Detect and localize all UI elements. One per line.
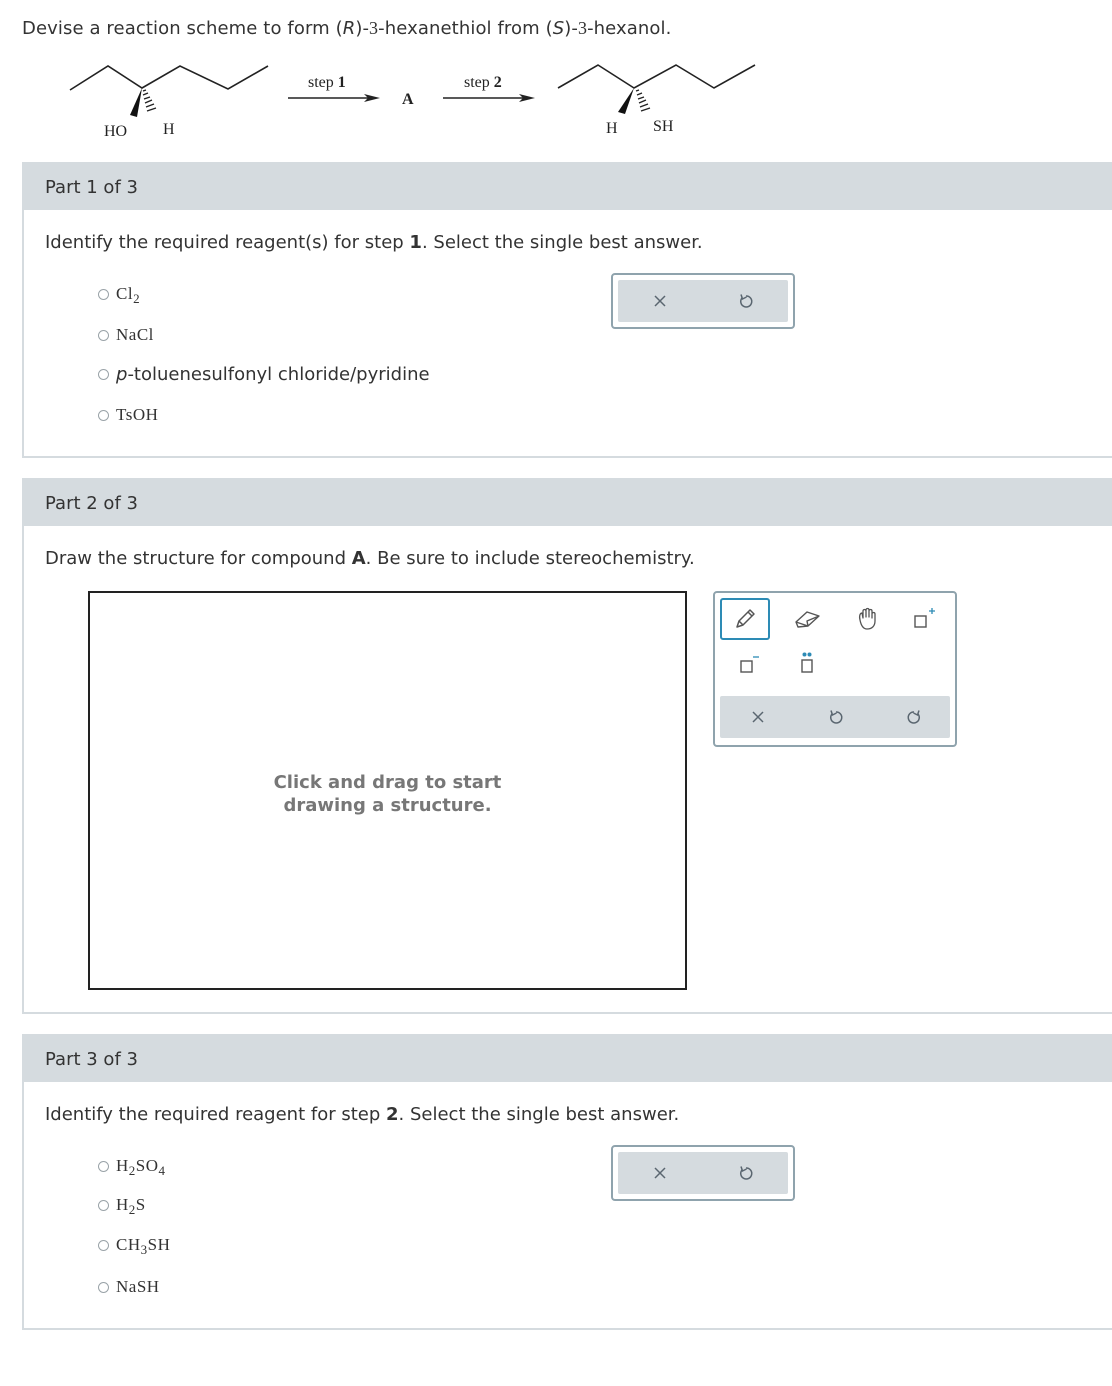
part-3-header: Part 3 of 3 [24,1036,1112,1082]
question-text: Devise a reaction scheme to form (R)-3-hexanethiol from (S)-3-hexanol. [22,18,672,39]
step1-label: step 1 [308,74,346,91]
eraser-icon[interactable] [782,598,832,640]
part-1-choice-tscl-pyridine[interactable]: p-toluenesulfonyl chloride/pyridine [98,364,430,385]
product-wedge-bond [618,88,634,114]
radio-button[interactable] [98,330,109,341]
intermediate-label: A [402,91,414,108]
part-3-answer-tools [611,1145,795,1201]
charge-plus-icon[interactable] [898,598,948,640]
undo-icon[interactable] [714,1152,778,1194]
close-icon[interactable] [628,280,692,322]
radio-button[interactable] [98,1161,109,1172]
redo-icon[interactable] [886,696,942,738]
start-hash-bond [143,90,156,111]
reaction-scheme [0,50,1112,160]
part-1-header: Part 1 of 3 [24,164,1112,210]
part-3-choice-nash[interactable]: NaSH [98,1277,160,1297]
radio-button[interactable] [98,410,109,421]
start-h-label: H [163,121,175,138]
part-2-panel [22,478,1112,1014]
undo-icon[interactable] [808,696,864,738]
start-skeleton [70,66,268,90]
radio-button[interactable] [98,1240,109,1251]
radio-button[interactable] [98,1282,109,1293]
part-1-answer-tools [611,273,795,329]
start-ho-label: HO [104,123,128,140]
part-1-panel [22,162,1112,458]
product-hash-bond [636,90,650,111]
part-3-choice-ch3sh[interactable]: $CH_3SH$ [98,1235,170,1255]
lone-pair-icon[interactable] [782,643,832,685]
hand-icon[interactable] [843,598,893,640]
radio-button[interactable] [98,369,109,380]
drawing-tool-palette [713,591,957,747]
part-2-header: Part 2 of 3 [24,480,1112,526]
canvas-hint: Click and drag to start drawing a structure. [273,772,502,816]
start-wedge-bond [130,88,142,117]
part-1-choice-nacl[interactable]: NaCl [98,325,154,345]
part-3-prompt: Identify the required reagent for step 2. Select the single best answer. [45,1104,680,1125]
product-h-label: H [606,120,618,137]
product-sh-label: SH [653,118,674,135]
pencil-icon[interactable] [720,598,770,640]
part-3-choice-h2s[interactable]: $H_2S$ [98,1195,146,1215]
part-1-choice-tsoh[interactable]: TsOH [98,405,158,425]
part-1-choice-cl2[interactable]: $Cl_2$ [98,284,140,304]
part-3-choice-h2so4[interactable]: $H_2SO_4$ [98,1156,166,1176]
part-1-prompt: Identify the required reagent(s) for step 1. Select the single best answer. [45,232,703,253]
undo-icon[interactable] [714,280,778,322]
part-3-panel [22,1034,1112,1330]
drawing-canvas[interactable] [88,591,687,990]
part-2-prompt: Draw the structure for compound A. Be sure to include stereochemistry. [45,548,695,569]
close-icon[interactable] [628,1152,692,1194]
radio-button[interactable] [98,1200,109,1211]
charge-minus-icon[interactable] [720,643,770,685]
radio-button[interactable] [98,289,109,300]
close-icon[interactable] [730,696,786,738]
step2-label: step 2 [464,74,502,91]
product-skeleton [558,65,755,88]
